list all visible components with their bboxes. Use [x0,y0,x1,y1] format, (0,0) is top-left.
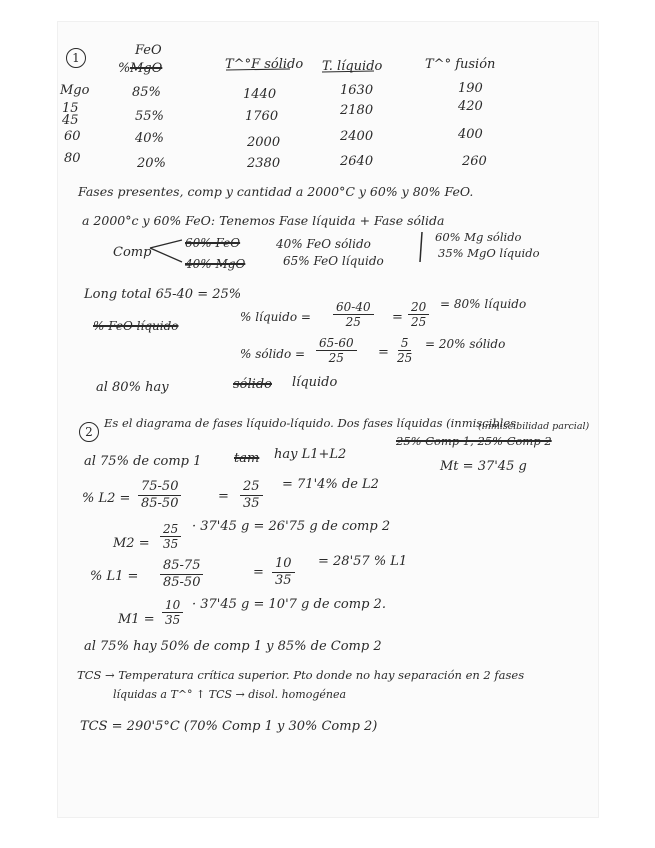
p2-intro: Es el diagrama de fases líquido-líquido. Dos fases líquidas (inmiscibles [104,416,517,430]
pct-solido-den-2: 25 [397,351,413,366]
row-tf-3: 260 [462,154,487,169]
p2-l1-num-2: 10 [272,556,295,573]
al80-strike: sólido [233,377,272,392]
p2-m1-num: 10 [162,598,183,613]
comp-solid-feo: 40% FeO sólido [276,237,371,251]
p2-al75b: al 75% hay 50% de comp 1 y 85% de Comp 2 [84,639,382,654]
line-2000c: a 2000°c y 60% FeO: Tenemos Fase líquida + Fase sólida [82,213,445,228]
p2-l1-num: 85-75 [160,558,203,575]
long-total: Long total 65-40 = 25% [84,287,242,302]
comp-label: Comp [113,245,152,260]
eq-1: = [392,310,403,325]
header-feo: FeO [135,43,162,58]
problem-2-number: 2 [79,422,99,442]
p2-tcs-2: líquidas a T^° ↑ TCS → disol. homogénea [113,688,347,701]
pct-solido-label: % sólido = [240,347,306,361]
p2-l1-den: 85-50 [163,574,201,590]
p2-l1-den-2: 35 [275,572,292,588]
header-mgo: MgO [130,61,163,76]
problem-1-number: 1 [66,48,86,68]
comp-separator [420,232,422,262]
comp-strike-2: 40% MgO [185,257,246,271]
header-pct: % [118,61,131,76]
row-mgo-2: 45 [62,113,79,128]
pct-liquido-num: 60-40 [333,300,374,315]
p2-l2-num: 75-50 [138,479,181,496]
pct-liquido-label: % líquido = [240,310,311,324]
p2-l1-label: % L1 = [90,569,139,584]
p2-al75-strike-2: 25% Comp 1, 25% Comp 2 [396,434,552,448]
row-feo-1: 55% [135,109,164,124]
row-ts-3: 2380 [247,156,281,171]
row-ts-1: 1760 [245,109,279,124]
p2-l2-den: 85-50 [141,495,179,511]
p2-m2-den: 35 [163,537,179,552]
row-mgo-3: 60 [64,129,81,144]
p2-tcs-1: TCS → Temperatura crítica superior. Pto donde no hay separación en 2 fases [77,668,525,682]
p2-l2-num-2: 25 [240,479,263,496]
row-tl-3: 2640 [340,154,374,169]
comp-liquid-mgo: 35% MgO líquido [438,246,540,260]
p2-al75-b: hay L1+L2 [274,447,347,462]
header-t-liquido: T. líquido [322,59,383,74]
pct-liquido-den-2: 25 [411,315,427,330]
row-feo-2: 40% [135,131,164,146]
row-ts-2: 2000 [247,135,281,150]
comp-strike-1: 60% FeO [185,236,241,250]
row-tf-2: 400 [458,127,483,142]
p2-mt: Mt = 37'45 g [440,459,527,474]
p2-m1-den: 35 [165,613,181,628]
p2-m2-num: 25 [160,522,181,537]
pct-solido-num: 65-60 [316,336,357,351]
p2-l1-result: = 28'57 % L1 [318,554,408,569]
p2-m2-label: M2 = [113,536,150,551]
row-tl-2: 2400 [340,129,374,144]
p2-m2-result: · 37'45 g = 26'75 g de comp 2 [192,519,391,534]
p2-m1-label: M1 = [118,612,155,627]
row-tf-1: 420 [458,99,483,114]
row-feo-0: 85% [132,85,161,100]
pct-solido-result: = 20% sólido [425,337,506,351]
pct-liquido-num-2: 20 [408,300,429,315]
row-tl-1: 2180 [340,103,374,118]
p2-l2-label: % L2 = [82,491,131,506]
p2-tcs-3: TCS = 290'5°C (70% Comp 1 y 30% Comp 2) [80,719,378,734]
p2-al75: al 75% de comp 1 [84,454,202,469]
comp-liquid-feo: 65% FeO líquido [283,254,384,268]
header-underline [226,69,374,72]
p2-m1-result: · 37'45 g = 10'7 g de comp 2. [192,597,386,612]
question-1: Fases presentes, comp y cantidad a 2000°C y 60% y 80% FeO. [78,184,474,199]
row-mgo-0: Mgo [60,83,90,98]
al80-text: al 80% hay [96,380,169,395]
row-tf-0: 190 [458,81,483,96]
row-tl-0: 1630 [340,83,374,98]
pct-solido-den: 25 [328,351,344,366]
comp-solid-mgo: 60% Mg sólido [435,230,522,244]
p2-al75-strike: tam [234,451,260,466]
pct-liquido-den: 25 [345,315,361,330]
eq-2: = [378,345,389,360]
header-t-solido: T^°F sólido [225,57,304,72]
p2-l2-result: = 71'4% de L2 [282,477,379,492]
comp-bracket [150,240,182,262]
p2-intro-2: (inmiscibilidad parcial) [478,421,590,432]
row-feo-3: 20% [137,156,166,171]
row-mgo-4: 80 [64,151,81,166]
pct-solido-num-2: 5 [398,336,412,351]
al80-liquido: líquido [292,375,338,390]
p2-l2-den-2: 35 [243,495,260,511]
header-t-fusion: T^° fusión [425,57,496,72]
eq-4: = [253,565,264,580]
eq-3: = [218,489,229,504]
pct-liquido-result: = 80% líquido [440,297,527,311]
row-ts-0: 1440 [243,87,277,102]
strike-feo-liquido: % FeO líquido [93,319,179,333]
row-mgo-1: 15 [62,101,79,116]
